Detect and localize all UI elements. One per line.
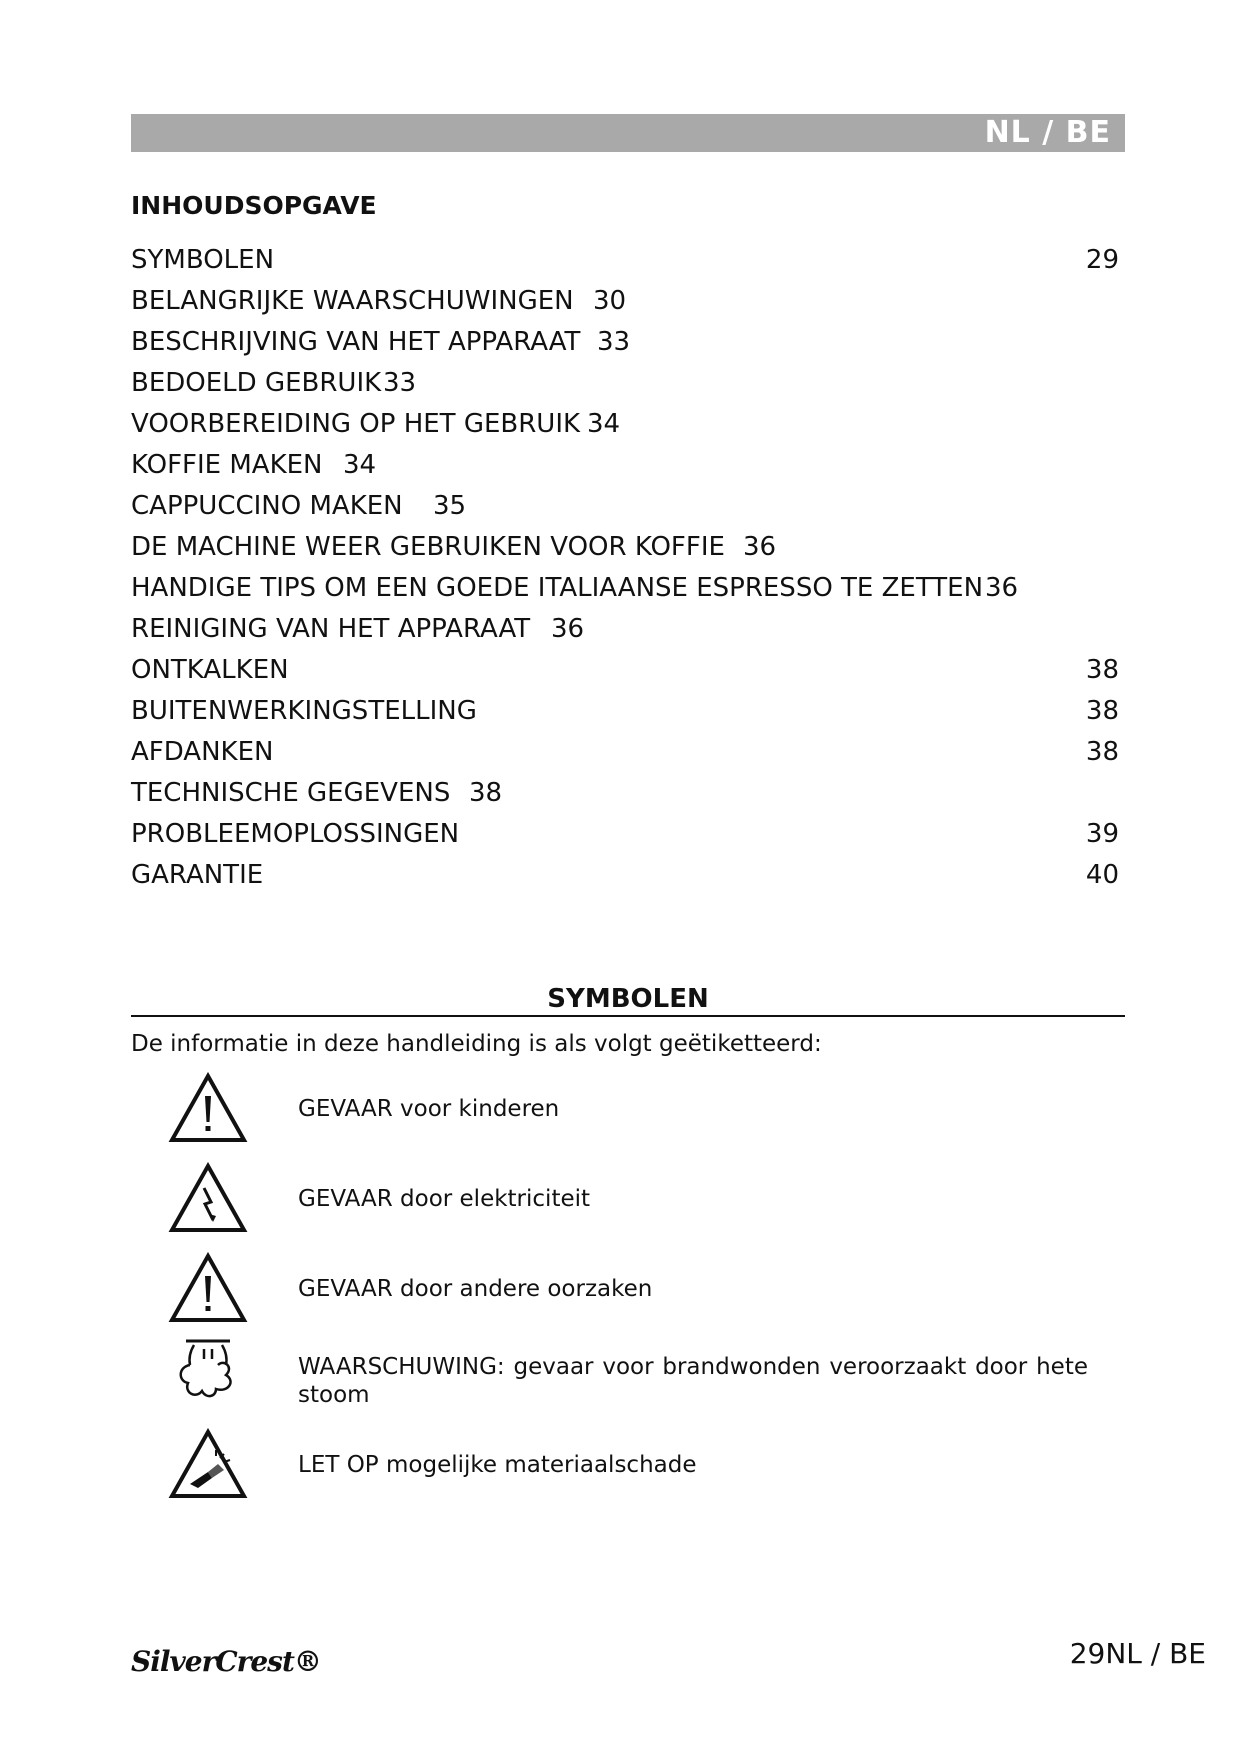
toc-item [131,363,1125,404]
toc-item [131,404,1125,445]
warning-triangle-icon [168,1072,248,1144]
toc-item-page: 36 [551,614,585,644]
toc-item-title: AFDANKEN [131,737,274,767]
toc-item [131,691,1125,732]
toc-item-page: 38 [469,778,503,808]
toc-item [131,814,1125,855]
warning-triangle-icon [168,1252,248,1324]
page-number: 29NL / BE [1069,1637,1206,1670]
toc-item [131,486,1125,527]
toc-item-title: HANDIGE TIPS OM EEN GOEDE ITALIAANSE ESPRESSO TE ZETTEN [131,573,984,603]
symbol-description: GEVAAR voor kinderen [298,1096,560,1122]
toc-item-page: 29 [1085,245,1119,275]
toc-item-title: DE MACHINE WEER GEBRUIKEN VOOR KOFFIE [131,532,725,562]
toc-item-title: ONTKALKEN [131,655,289,685]
toc-item-page: 40 [1085,860,1119,890]
toc-item [131,773,1125,814]
toc-item-page: 36 [743,532,777,562]
toc-item [131,568,1125,609]
electric-hazard-icon [168,1162,248,1234]
symbol-description: WAARSCHUWING: gevaar voor brandwonden veroorzaakt door hete stoom [298,1354,1088,1408]
toc-item-page: 34 [587,409,621,439]
symbol-description: GEVAAR door elektriciteit [298,1186,591,1212]
language-label: NL / BE [984,115,1111,150]
toc-item [131,650,1125,691]
toc-item [131,527,1125,568]
toc-item-title: GARANTIE [131,860,264,890]
symbol-description: LET OP mogelijke materiaalschade [298,1452,697,1478]
steam-hazard-icon [168,1335,248,1407]
toc-item-title: SYMBOLEN [131,245,275,275]
toc-item [131,855,1125,896]
toc-item-page: 33 [597,327,631,357]
toc-item-page: 35 [433,491,467,521]
symbol-description: GEVAAR door andere oorzaken [298,1276,653,1302]
toc-item-title: BESCHRIJVING VAN HET APPARAAT [131,327,581,357]
toc-item-title: BELANGRIJKE WAARSCHUWINGEN [131,286,574,316]
toc-item-title: VOORBEREIDING OP HET GEBRUIK [131,409,581,439]
toc-item-title: BEDOELD GEBRUIK [131,368,382,398]
toc-item-page: 36 [985,573,1019,603]
toc-item-title: CAPPUCCINO MAKEN [131,491,403,521]
material-damage-icon [168,1428,248,1500]
toc-title: INHOUDSOPGAVE [131,191,377,220]
header-bar [131,114,1125,152]
toc-item-title: TECHNISCHE GEGEVENS [131,778,451,808]
symbols-title: SYMBOLEN [547,984,709,1014]
toc-item-title: KOFFIE MAKEN [131,450,323,480]
toc-item-page: 38 [1085,737,1119,767]
toc-item [131,445,1125,486]
toc-item [131,240,1125,281]
toc-item-page: 34 [343,450,377,480]
toc-item-page: 38 [1085,655,1119,685]
toc-item [131,322,1125,363]
toc-item [131,609,1125,650]
toc-item-title: REINIGING VAN HET APPARAAT [131,614,531,644]
toc-item-page: 38 [1085,696,1119,726]
toc-list [131,240,1125,896]
toc-item [131,732,1125,773]
symbols-intro: De informatie in deze handleiding is als volgt geëtiketteerd: [131,1031,822,1057]
toc-item-title: PROBLEEMOPLOSSINGEN [131,819,460,849]
toc-item-title: BUITENWERKINGSTELLING [131,696,477,726]
toc-item-page: 33 [383,368,417,398]
brand-logo: SilverCrest® [131,1645,321,1678]
symbols-divider [131,1015,1125,1017]
toc-item [131,281,1125,322]
toc-item-page: 30 [593,286,627,316]
toc-item-page: 39 [1085,819,1119,849]
